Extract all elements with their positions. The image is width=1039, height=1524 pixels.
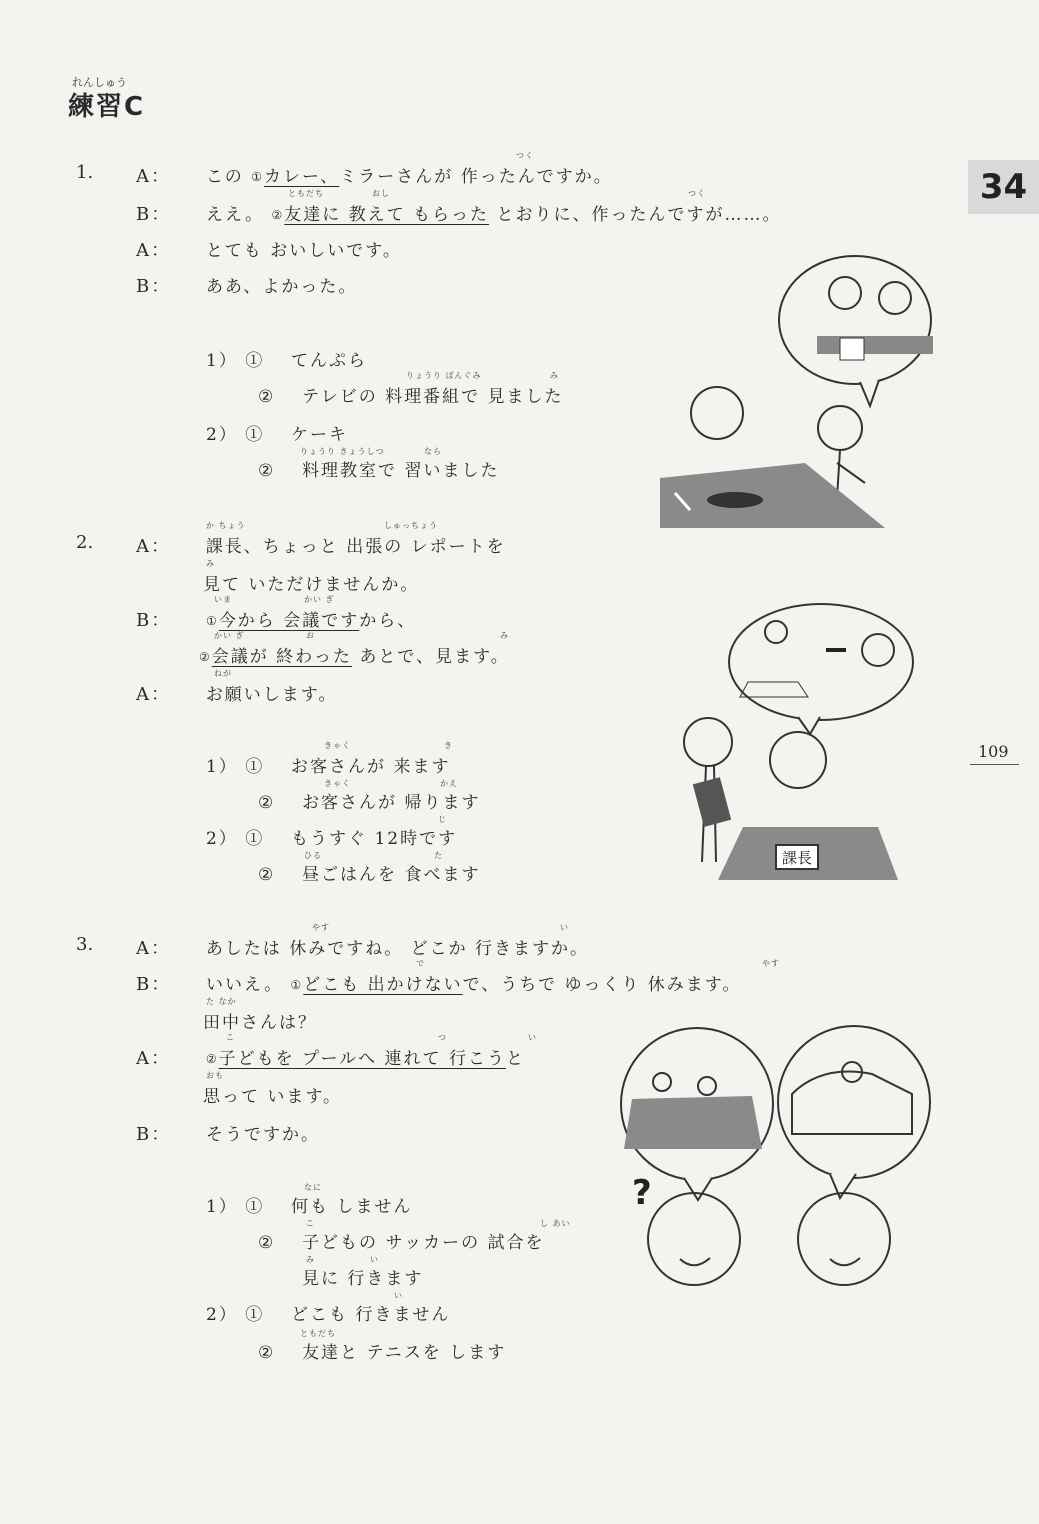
circle-marker: ② (258, 1233, 276, 1253)
circle-marker: ① (245, 757, 265, 777)
ruby: かい ぎ (214, 631, 245, 640)
circle-marker: ② (205, 1052, 219, 1066)
ex3-line-b1-cont (203, 1008, 317, 1033)
line-text: 思って います。 (203, 1087, 343, 1107)
line-text: とても おいしいです。 (205, 241, 402, 261)
ruby: こ (226, 1033, 235, 1042)
ex2-line-a1 (136, 532, 506, 558)
speaker: A： (136, 684, 171, 705)
ruby: で (416, 959, 425, 968)
line-text: この (205, 167, 252, 187)
ruby: しゅっちょう (384, 521, 438, 530)
circle-marker: ② (258, 865, 276, 885)
ruby: い (528, 1033, 537, 1042)
sub-text: 何も しません (291, 1197, 413, 1217)
ex3-line-a2-cont (203, 1082, 342, 1107)
substitution-slot: どこも 出かけない (303, 975, 463, 995)
substitution-slot: 会議が 終わった (211, 647, 352, 667)
circle-marker: ① (245, 425, 265, 445)
ruby: み (550, 371, 559, 380)
ruby: きゃく (324, 741, 351, 750)
sub-label: 1） (206, 1197, 238, 1217)
line-text: 田中さんは？ (203, 1013, 317, 1033)
line-text: と (505, 1049, 525, 1069)
ruby: りょうり ばんぐみ (406, 371, 482, 380)
circle-marker: ① (251, 170, 264, 184)
circle-marker: ② (258, 461, 276, 481)
ex1-sub-2-2 (258, 456, 499, 481)
ruby: いま (214, 595, 232, 604)
sub-text: ケーキ (291, 425, 349, 445)
ex1-sub-1-2 (258, 382, 564, 407)
speaker: B： (136, 276, 172, 297)
ruby: なに (304, 1183, 322, 1192)
question-mark-icon: ? (632, 1173, 652, 1213)
ex1-line-b1 (136, 200, 781, 226)
ruby: い (394, 1291, 403, 1300)
speaker: B： (136, 974, 172, 995)
title-ruby: れんしゅう (72, 76, 127, 89)
circle-marker: ① (290, 978, 304, 992)
ruby: なら (424, 447, 442, 456)
sub-text: 料理教室で 習いました (302, 461, 500, 481)
ruby: み (306, 1255, 315, 1264)
exercise-3-number: 3. (76, 934, 94, 955)
cooking-illustration (655, 238, 940, 530)
ruby: ともだち (288, 189, 324, 198)
line-text: あとで、見ます。 (352, 647, 510, 667)
ruby: おし (372, 189, 390, 198)
ruby: し あい (540, 1219, 571, 1228)
ruby: おも (206, 1071, 224, 1080)
line-text: ミラーさんが 作ったんですか。 (339, 167, 613, 187)
sub-text: 昼ごはんを 食べます (302, 865, 481, 885)
speaker: B： (136, 1124, 172, 1145)
ruby: かい ぎ (304, 595, 335, 604)
ruby: ねが (214, 669, 232, 678)
weekend-plans-illustration (612, 1024, 947, 1294)
ex2-sub-2-1 (206, 824, 457, 849)
sub-label: 1） (206, 757, 238, 777)
ruby: き (444, 741, 453, 750)
ruby: た (434, 851, 443, 860)
ex2-line-a2 (136, 680, 337, 706)
ruby: じ (438, 815, 447, 824)
circle-marker: ① (245, 1197, 265, 1217)
ex1-line-a2 (136, 236, 402, 262)
sub-text: どこも 行きません (291, 1305, 451, 1325)
substitution-slot: カレー、 (263, 167, 340, 187)
substitution-slot: 今から 会議です (218, 611, 360, 631)
sub-label: 2） (206, 1305, 238, 1325)
meeting-illustration (658, 602, 918, 880)
ex3-sub-2-1 (206, 1300, 450, 1325)
circle-marker: ② (258, 387, 276, 407)
ruby: りょうり きょうしつ (300, 447, 385, 456)
circle-marker: ① (245, 1305, 265, 1325)
line-text: いいえ。 (206, 975, 291, 995)
circle-marker: ① (206, 614, 219, 628)
ruby: つ (438, 1033, 447, 1042)
sub-label: 2） (206, 829, 238, 849)
line-text: そうですか。 (206, 1125, 321, 1145)
ex2-line-a1-cont (203, 570, 419, 595)
ex3-sub-2-2 (258, 1338, 506, 1363)
ruby: い (370, 1255, 379, 1264)
ruby: かえ (440, 779, 458, 788)
speaker: B： (136, 610, 172, 631)
chapter-tab: 34 (968, 160, 1039, 214)
line-text: ええ。 (206, 205, 272, 225)
ex2-line-b1-cont (199, 642, 510, 667)
line-text: 課長、ちょっと 出張の レポートを (205, 537, 506, 557)
substitution-slot: 友達に 教えて もらった (284, 205, 490, 225)
ex2-sub-1-1 (206, 752, 450, 777)
line-text: で、うちで ゆっくり 休みます。 (462, 975, 742, 995)
circle-marker: ② (199, 650, 212, 664)
circle-marker: ② (271, 208, 285, 222)
exercise-1-number: 1. (76, 162, 94, 183)
circle-marker: ② (258, 1343, 276, 1363)
ruby: ともだち (300, 1329, 336, 1338)
circle-marker: ② (258, 793, 276, 813)
ex2-sub-1-2 (258, 788, 480, 813)
sub-text: 子どもの サッカーの 試合を (302, 1233, 545, 1253)
speaker: A： (136, 1048, 171, 1069)
line-text: 見て いただけませんか。 (203, 575, 420, 595)
ex2-sub-2-2 (258, 860, 480, 885)
line-text: お願いします。 (205, 685, 338, 705)
ruby: み (206, 559, 215, 568)
ruby: み (500, 631, 509, 640)
sub-text: お客さんが 来ます (291, 757, 451, 777)
ruby: た なか (206, 997, 237, 1006)
kachou-sign: 課長 (781, 849, 813, 867)
speaker: A： (136, 166, 171, 187)
ex3-line-a2 (136, 1044, 525, 1070)
line-text: ああ、よかった。 (206, 277, 358, 297)
ex3-sub-1-2-cont (302, 1264, 423, 1289)
ex1-sub-2-1 (206, 420, 348, 445)
sub-text: 見に 行きます (302, 1269, 424, 1289)
sub-label: 1） (206, 351, 238, 371)
ruby: か ちょう (206, 521, 246, 530)
ex3-line-b2 (136, 1120, 320, 1146)
ex3-sub-1-2 (258, 1228, 545, 1253)
ruby: つく (516, 151, 534, 160)
ex3-sub-1-1 (206, 1192, 412, 1217)
ruby: こ (306, 1219, 315, 1228)
ex1-sub-1-1 (206, 346, 367, 371)
circle-marker: ① (245, 351, 265, 371)
page-number-rule (970, 764, 1019, 765)
substitution-slot: 子どもを プールへ 連れて 行こう (218, 1049, 506, 1069)
sub-text: テレビの 料理番組で 見ました (302, 387, 564, 407)
ex1-line-b2 (136, 272, 357, 298)
ex1-line-a1 (136, 162, 613, 188)
sub-text: もうすぐ 12時です (291, 829, 458, 849)
speaker: A： (136, 938, 171, 959)
ex2-line-b1 (136, 606, 416, 632)
ruby: つく (688, 189, 706, 198)
sub-text: 友達と テニスを します (302, 1343, 507, 1363)
exercise-2-number: 2. (76, 532, 94, 553)
sub-text: お客さんが 帰ります (302, 793, 481, 813)
ruby: きゃく (324, 779, 351, 788)
line-text: とおりに、作ったんですが……。 (489, 205, 782, 225)
sub-label: 2） (206, 425, 238, 445)
ruby: やす (312, 923, 330, 932)
circle-marker: ① (245, 829, 265, 849)
ex3-line-b1 (136, 970, 741, 996)
page-title: 練習C (68, 92, 146, 122)
line-text: から、 (359, 611, 417, 631)
page-number: 109 (978, 742, 1009, 761)
ruby: やす (762, 959, 780, 968)
ruby: い (560, 923, 569, 932)
ex3-line-a1 (136, 934, 589, 960)
speaker: B： (136, 204, 172, 225)
ruby: お (306, 631, 315, 640)
line-text: あしたは 休みですね。 どこか 行きますか。 (205, 939, 590, 959)
sub-text: てんぷら (291, 351, 368, 371)
speaker: A： (136, 536, 171, 557)
ruby: ひる (304, 851, 322, 860)
speaker: A： (136, 240, 171, 261)
